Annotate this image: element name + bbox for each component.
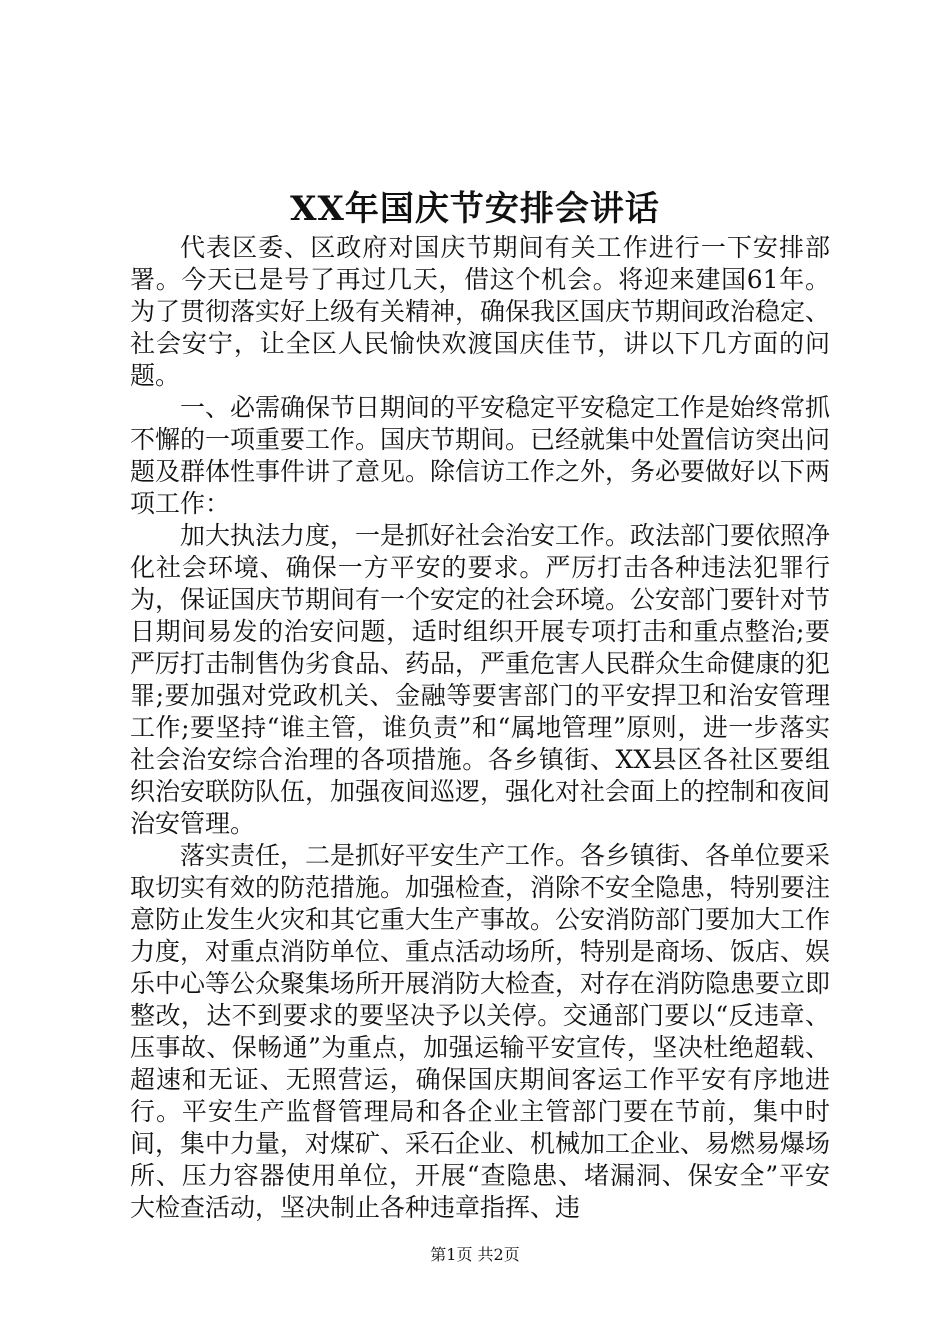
document-body (130, 232, 831, 1222)
paragraph-3: 加大执法力度，一是抓好社会治安工作。政法部门要依照净化社会环境、确保一方平安的要求。严厉打击各种违法犯罪行为，保证国庆节期间有一个安定的社会环境。公安部门要针对节日期间易发的治安问题，适时组织开展专项打击和重点整治;要严厉打击制售伪劣食品、药品，严重危害人民群众生命健康的犯罪;要加强对党政机关、金融等要害部门的平安捍卫和治安管理工作;要坚持“谁主管，谁负责”和“属地管理”原则，进一步落实社会治安综合治理的各项措施。各乡镇街、XX县区各社区要组织治安联防队伍，加强夜间巡逻，强化对社会面上的控制和夜间治安管理。 (130, 521, 831, 838)
paragraph-2: 一、必需确保节日期间的平安稳定平安稳定工作是始终常抓不懈的一项重要工作。国庆节期间。已经就集中处置信访突出问题及群体性事件讲了意见。除信访工作之外，务必要做好以下两项工作： (130, 393, 831, 518)
page-title: XX年国庆节安排会讲话 (290, 189, 660, 229)
page-footer: 第1页 共2页 (430, 1245, 520, 1264)
paragraph-1: 代表区委、区政府对国庆节期间有关工作进行一下安排部署。今天已是号了再过几天，借这个机会。将迎来建国61年。为了贯彻落实好上级有关精神，确保我区国庆节期间政治稳定、社会安宁，让全区人民愉快欢渡国庆佳节，讲以下几方面的问题。 (130, 233, 831, 390)
paragraph-4: 落实责任，二是抓好平安生产工作。各乡镇街、各单位要采取切实有效的防范措施。加强检查，消除不安全隐患，特别要注意防止发生火灾和其它重大生产事故。公安消防部门要加大工作力度，对重点消防单位、重点活动场所，特别是商场、饭店、娱乐中心等公众聚集场所开展消防大检查，对存在消防隐患要立即整改，达不到要求的要坚决予以关停。交通部门要以“反违章、压事故、保畅通”为重点，加强运输平安宣传，坚决杜绝超载、超速和无证、无照营运，确保国庆期间客运工作平安有序地进行。平安生产监督管理局和各企业主管部门要在节前，集中时间，集中力量，对煤矿、采石企业、机械加工企业、易燃易爆场所、压力容器使用单位，开展“查隐患、堵漏洞、保安全”平安大检查活动，坚决制止各种违章指挥、违 (130, 841, 831, 1222)
